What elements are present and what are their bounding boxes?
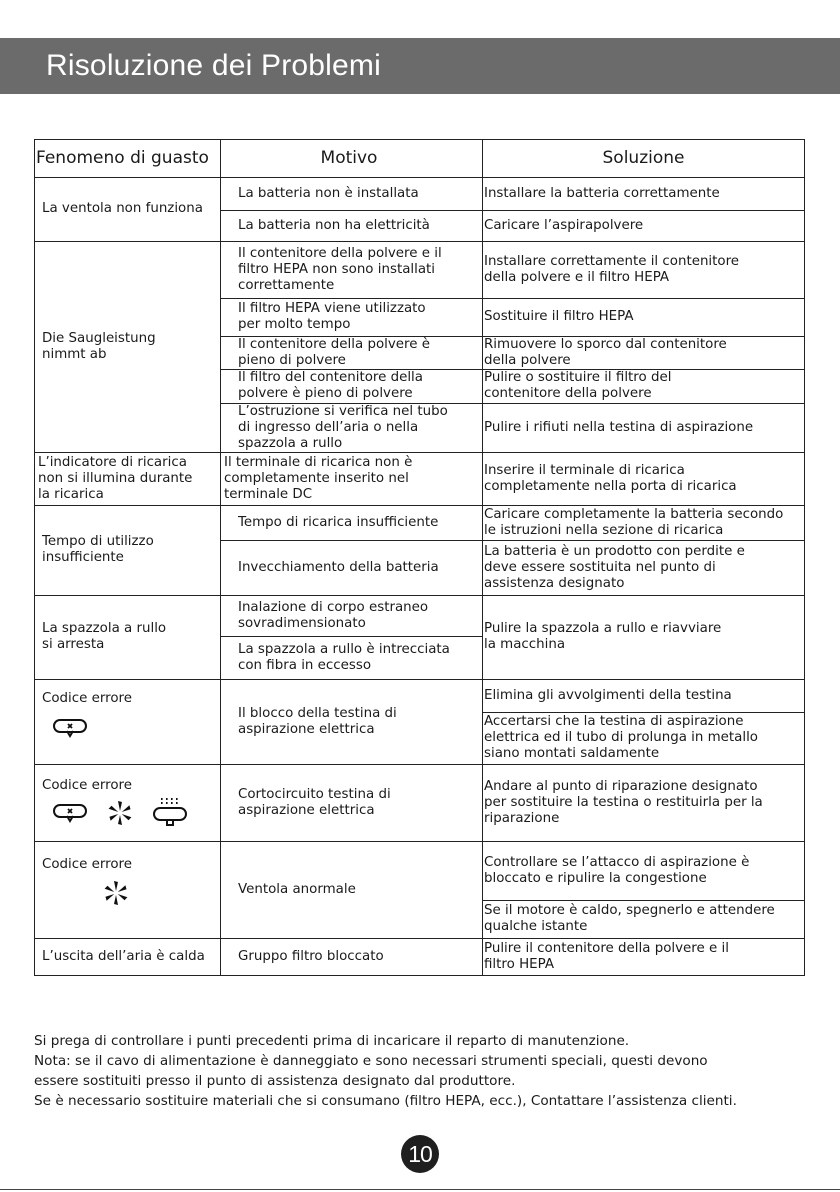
fault-cell: La ventola non funziona — [42, 201, 203, 216]
heated-head-icon — [152, 798, 188, 828]
fan-icon — [106, 799, 134, 827]
cause-cell: Tempo di ricarica insufficiente — [238, 514, 439, 530]
fault-cell: L’indicatore di ricarica non si illumina durante la ricarica — [38, 454, 193, 502]
subrow-divider — [220, 336, 805, 337]
fault-cell: La spazzola a rullo si arresta — [42, 621, 167, 652]
cause-cell: Invecchiamento della batteria — [238, 559, 439, 575]
solution-cell: Rimuovere lo sporco dal contenitore della polvere — [484, 336, 727, 368]
row-divider — [34, 177, 805, 178]
title-banner — [0, 38, 840, 94]
brush-head-error-icon — [52, 802, 88, 824]
subrow-divider — [220, 298, 805, 299]
row-divider — [34, 938, 805, 939]
solution-cell: La batteria è un prodotto con perdite e deve essere sostituita nel punto di assistenza designato — [484, 543, 745, 591]
cause-cell: La batteria non è installata — [238, 185, 419, 201]
cause-cell: La spazzola a rullo è intrecciata con fibra in eccesso — [238, 641, 450, 673]
solution-cell: Caricare completamente la batteria secondo le istruzioni nella sezione di ricarica — [484, 506, 784, 538]
fault-cell: Tempo di utilizzo insufficiente — [42, 534, 154, 565]
cause-cell: Gruppo filtro bloccato — [238, 948, 384, 964]
solution-cell: Accertarsi che la testina di aspirazione elettrica ed il tubo di prolunga in metallo siano montati saldamente — [484, 714, 758, 761]
solution-cell: Pulire i rifiuti nella testina di aspirazione — [484, 419, 754, 435]
solution-cell: Andare al punto di riparazione designato per sostituire la testina o restituirla per la riparazione — [484, 778, 763, 826]
fault-cell-code — [34, 679, 220, 764]
brush-head-error-icon — [52, 717, 88, 739]
subrow-divider — [220, 369, 805, 370]
fault-cell-code — [34, 764, 220, 841]
row-divider — [34, 841, 805, 842]
note-line: essere sostituiti presso il punto di assistenza designato dal produttore. — [34, 1073, 516, 1089]
solution-cell: Installare la batteria correttamente — [484, 185, 720, 201]
fault-label: Codice errore — [42, 691, 132, 706]
solution-cell: Se il motore è caldo, spegnerlo e attendere qualche istante — [484, 903, 775, 934]
cause-cell: La batteria non ha elettricità — [238, 217, 430, 233]
row-divider — [34, 595, 805, 596]
solution-cell: Inserire il terminale di ricarica completamente nella porta di ricarica — [484, 462, 737, 494]
page-number: 10 — [401, 1135, 439, 1173]
fan-icon — [102, 879, 130, 907]
header-solution: Soluzione — [602, 148, 685, 168]
table-border — [34, 139, 805, 140]
cause-cell: Il filtro HEPA viene utilizzato per molto tempo — [238, 301, 426, 332]
table-border — [34, 139, 35, 976]
row-divider — [34, 505, 805, 506]
fault-cell: L’uscita dell’aria è calda — [42, 948, 205, 964]
solution-cell: Pulire la spazzola a rullo e riavviare la macchina — [484, 621, 722, 652]
cause-cell: Ventola anormale — [238, 881, 356, 897]
subrow-divider — [220, 403, 805, 404]
footer-notes — [34, 1031, 814, 1111]
row-divider — [34, 452, 805, 453]
subrow-divider — [482, 900, 805, 901]
cause-cell: Cortocircuito testina di aspirazione elettrica — [238, 786, 391, 818]
fault-label: Codice errore — [42, 857, 132, 872]
table-border — [804, 139, 805, 976]
subrow-divider — [482, 712, 805, 713]
table-border — [34, 975, 805, 976]
cause-cell: Il filtro del contenitore della polvere è pieno di polvere — [238, 370, 423, 401]
cause-cell: Il blocco della testina di aspirazione elettrica — [238, 705, 397, 737]
solution-cell: Controllare se l’attacco di aspirazione è bloccato e ripulire la congestione — [484, 854, 750, 886]
page-title: Risoluzione dei Problemi — [46, 49, 381, 82]
cause-cell: Il contenitore della polvere è pieno di polvere — [238, 336, 430, 368]
cause-cell: Inalazione di corpo estraneo sovradimensionato — [238, 599, 429, 631]
solution-cell: Sostituire il filtro HEPA — [484, 309, 634, 324]
note-line: Se è necessario sostituire materiali che si consumano (filtro HEPA, ecc.), Contattare l’assistenza clienti. — [34, 1093, 737, 1109]
cause-cell: Il contenitore della polvere e il filtro HEPA non sono installati correttamente — [238, 245, 442, 293]
note-line: Nota: se il cavo di alimentazione è danneggiato e sono necessari strumenti speciali, questi devono — [34, 1053, 708, 1069]
header-fault: Fenomeno di guasto — [36, 148, 209, 168]
column-divider — [220, 139, 221, 975]
cause-cell: Il terminale di ricarica non è completamente inserito nel terminale DC — [224, 454, 413, 502]
note-line: Si prega di controllare i punti precedenti prima di incaricare il reparto di manutenzione. — [34, 1033, 630, 1049]
solution-cell: Caricare l’aspirapolvere — [484, 217, 644, 233]
solution-cell: Pulire o sostituire il filtro del contenitore della polvere — [484, 370, 672, 401]
solution-cell: Elimina gli avvolgimenti della testina — [484, 687, 732, 703]
subrow-divider — [220, 210, 805, 211]
fault-label: Codice errore — [42, 778, 132, 793]
subrow-divider — [220, 540, 805, 541]
column-divider — [482, 139, 483, 975]
solution-cell: Installare correttamente il contenitore della polvere e il filtro HEPA — [484, 253, 740, 285]
row-divider — [34, 764, 805, 765]
header-cause: Motivo — [320, 148, 378, 168]
fault-cell: Die Saugleistung nimmt ab — [42, 330, 156, 362]
subrow-divider — [220, 636, 482, 637]
row-divider — [34, 679, 805, 680]
cause-cell: L’ostruzione si verifica nel tubo di ingresso dell’aria o nella spazzola a rullo — [238, 403, 448, 451]
row-divider — [34, 241, 805, 242]
fault-cell-code — [34, 841, 220, 938]
solution-cell: Pulire il contenitore della polvere e il filtro HEPA — [484, 940, 729, 972]
troubleshooting-table — [34, 139, 805, 975]
bottom-rule — [0, 1189, 840, 1190]
